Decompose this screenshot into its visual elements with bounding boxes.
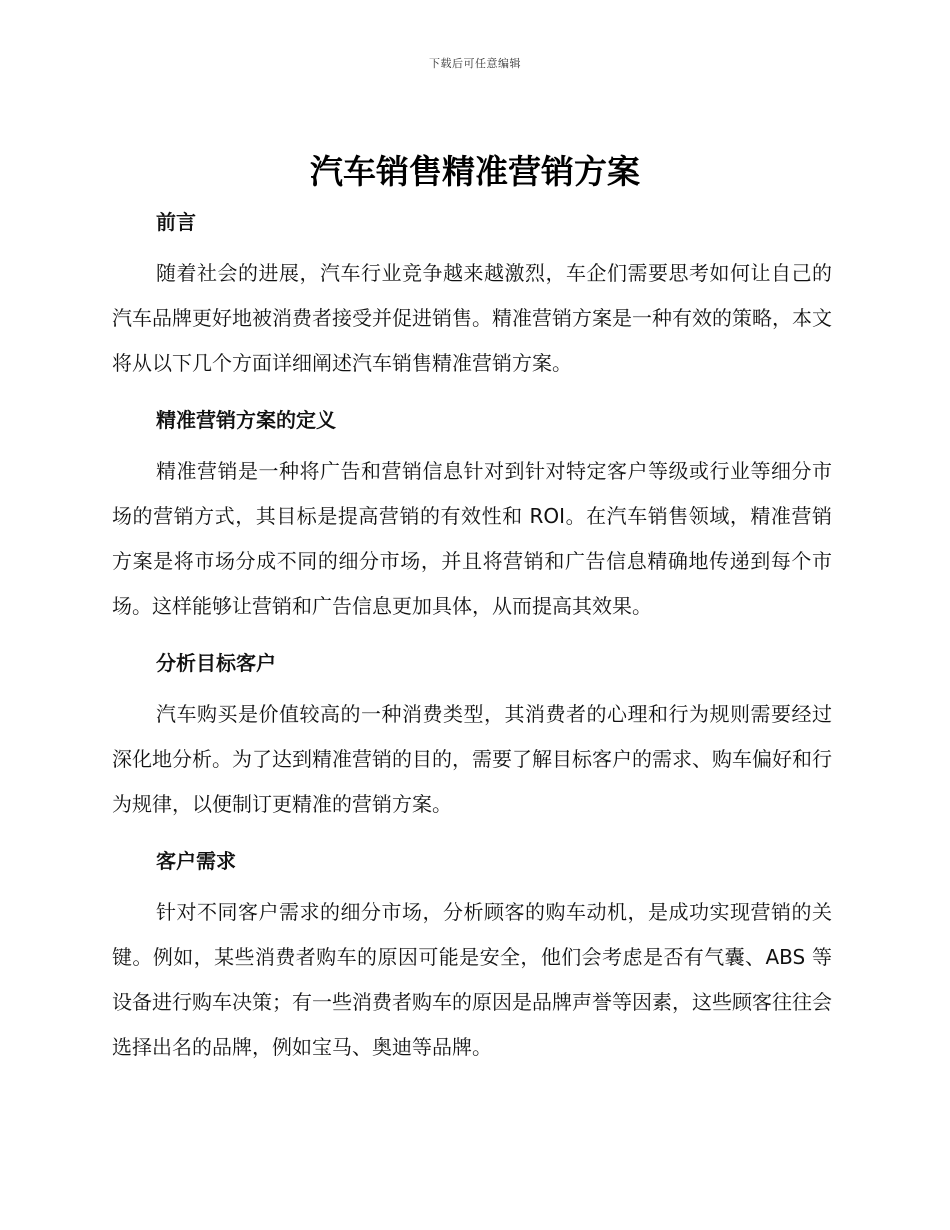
document-title: 汽车销售精准营销方案 bbox=[310, 152, 640, 191]
section-paragraph-target-customers: 汽车购买是价值较高的一种消费类型，其消费者的心理和行为规则需要经过深化地分析。为了达到精准营销的目的，需要了解目标客户的需求、购车偏好和行为规律，以便制订更精准的营销方案。 bbox=[112, 702, 832, 816]
section-heading-customer-needs: 客户需求 bbox=[156, 849, 236, 873]
section-heading-definition: 精准营销方案的定义 bbox=[156, 408, 336, 432]
section-paragraph-customer-needs: 针对不同客户需求的细分市场，分析顾客的购车动机，是成功实现营销的关键。例如，某些消费者购车的原因可能是安全，他们会考虑是否有气囊、ABS 等设备进行购车决策；有一些消费者购车的原因是品牌声誉等因素，这些顾客往往会选择出名的品牌，例如宝马、奥迪等品牌。 bbox=[112, 900, 832, 1059]
document-body bbox=[112, 200, 832, 1070]
section-paragraph-definition: 精准营销是一种将广告和营销信息针对到针对特定客户等级或行业等细分市场的营销方式，其目标是提高营销的有效性和 ROI。在汽车销售领域，精准营销方案是将市场分成不同的细分市场，并且将营销和广告信息精确地传递到每个市场。这样能够让营销和广告信息更加具体，从而提高其效果。 bbox=[112, 459, 832, 618]
section-paragraph-preface: 随着社会的进展，汽车行业竞争越来越激烈，车企们需要思考如何让自己的汽车品牌更好地被消费者接受并促进销售。精准营销方案是一种有效的策略，本文将从以下几个方面详细阐述汽车销售精准营销方案。 bbox=[112, 261, 832, 375]
section-heading-preface: 前言 bbox=[156, 210, 196, 234]
header-note: 下载后可任意编辑 bbox=[429, 57, 521, 70]
section-heading-target-customers: 分析目标客户 bbox=[156, 651, 276, 675]
